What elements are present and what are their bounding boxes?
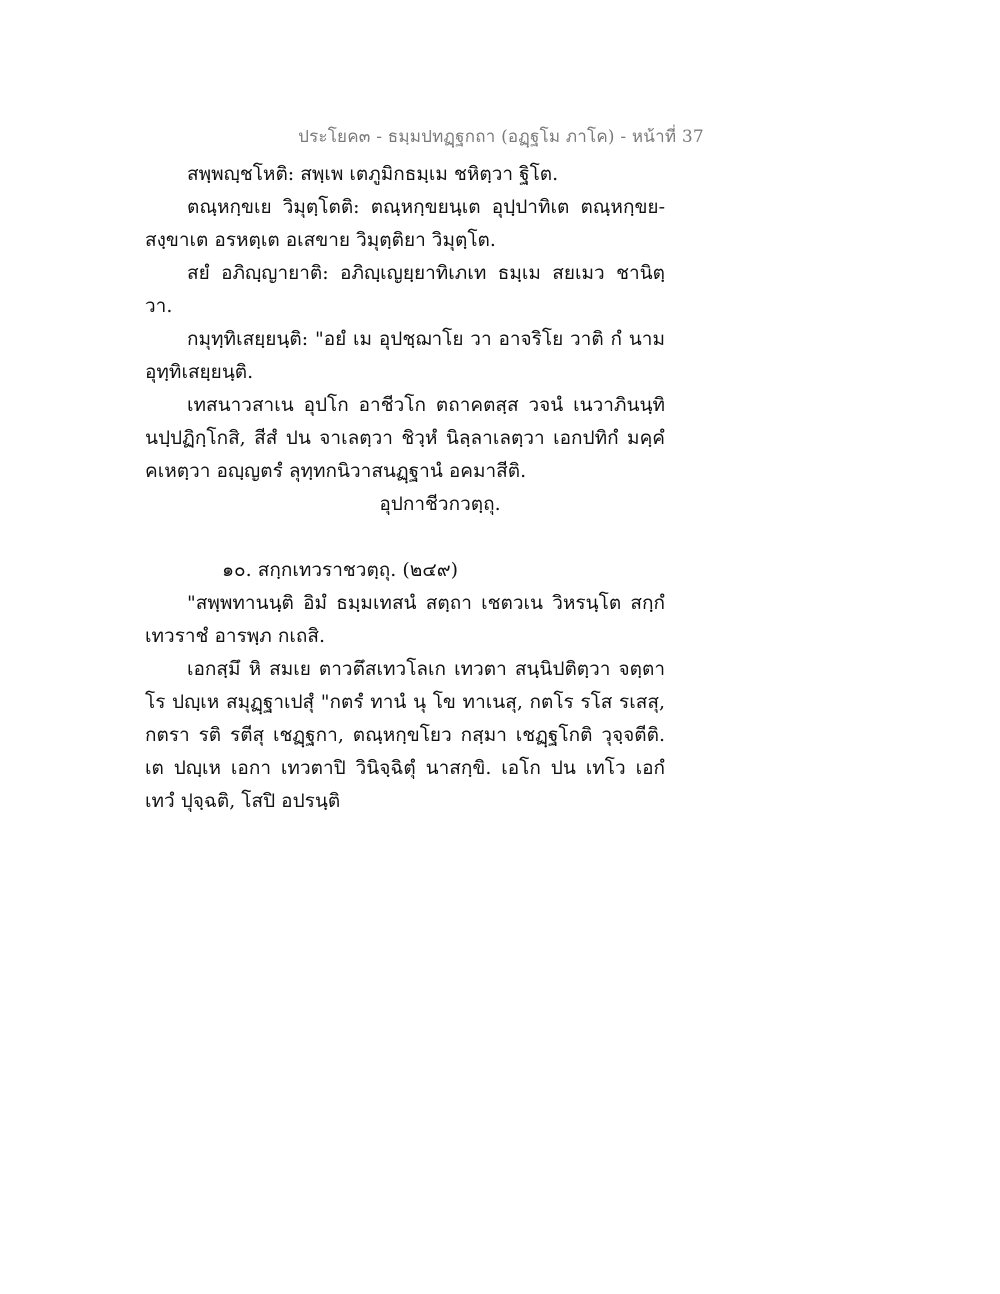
paragraph-4: กมุทฺทิเสยฺยนฺติ: "อยํ เม อุปชฺฌาโย วา อาจริโย วาติ กํ นาม อุทฺทิเสยฺยนฺติ. <box>145 328 665 383</box>
paragraph-6: "สพฺพทานนฺติ อิมํ ธมฺมเทสนํ สตฺถา เชตวเน วิหรนฺโต สกฺกํ เทวราชํ อารพฺภ กเถสิ. <box>145 592 665 647</box>
section-title: ๑๐. สกฺกเทวราชวตฺถุ. (๒๔๙) <box>222 559 459 581</box>
story-closing-title: อุปกาชีวกวตฺถุ. <box>379 493 501 515</box>
paragraph-2: ตณฺหกฺขเย วิมุตฺโตติ: ตณฺหกฺขยนฺเต อุปฺปาทิเต ตณฺหกฺขย-สงฺขาเต อรหตฺเต อเสขาย วิมุตฺติยา วิมุตฺโต. <box>145 196 665 251</box>
paragraph-1: สพฺพญฺชโหติ: สพฺเพ เตภูมิกธมฺเม ชหิตฺวา ฐิโต. <box>187 163 559 185</box>
paragraph-5: เทสนาวสาเน อุปโก อาชีวโก ตถาคตสฺส วจนํ เนวาภินนฺทิ นปฺปฏิกฺโกสิ, สีสํ ปน จาเลตฺวา ชิวฺหํ นิลฺลาเลตฺวา เอกปทิกํ มคฺคํ คเหตฺวา อญฺญตรํ ลุทฺทกนิวาสนฏฺฐานํ อคมาสีติ. <box>145 394 665 482</box>
paragraph-3: สยํ อภิญฺญายาติ: อภิญฺเญยฺยาทิเภเท ธมฺเม สยเมว ชานิตฺวา. <box>145 262 665 317</box>
running-head: ประโยค๓ - ธมฺมปทฏฺฐกถา (อฏฺฐโม ภาโค) - หน้าที่ 37 <box>298 127 704 147</box>
paragraph-7: เอกสฺมึ หิ สมเย ตาวตึสเทวโลเก เทวตา สนฺนิปติตฺวา จตฺตาโร ปญฺเห สมุฏฺฐาเปสุํ "กตรํ ทานํ นุ โข ทาเนสุ, กตโร รโส รเสสุ, กตรา รติ รตีสุ เชฏฺฐกา, ตณฺหกฺขโยว กสฺมา เชฏฺฐโกติ วุจฺจตีติ. เต ปญฺเห เอกา เทวตาปิ วินิจฺฉิตุํ นาสกฺขิ. เอโก ปน เทโว เอกํ เทวํ ปุจฺฉติ, โสปิ อปรนฺติ <box>145 658 665 812</box>
body-text <box>145 158 665 818</box>
